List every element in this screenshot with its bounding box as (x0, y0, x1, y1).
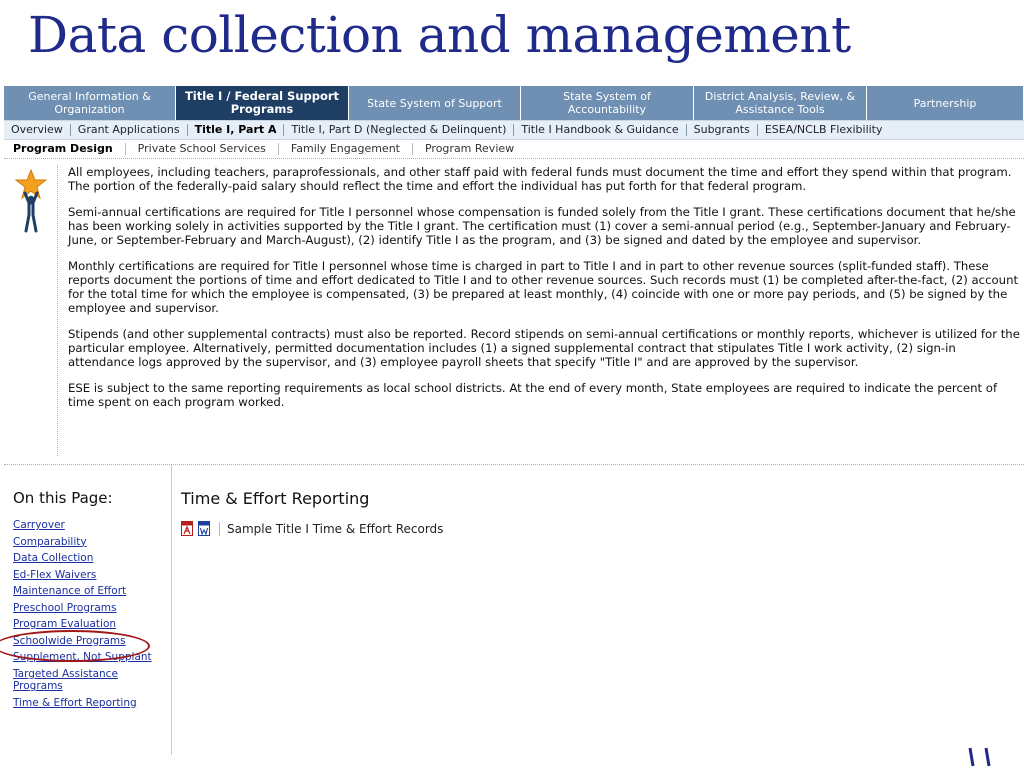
subnav-title-i-part-d[interactable]: Title I, Part D (Neglected & Delinquent) (284, 124, 514, 136)
website-screenshot (4, 86, 1024, 768)
paragraph: Semi-annual certifications are required for Title I personnel whose compensation is funded solely from the Title I grant. These certifications document that he/she has been working solely in activities supported by the Title I grant. The certification must (1) cover a semi-annual period (e.g., September-January and February-June, or September-February and March-August), (2) identify Title I as the program, and (3) be signed and dated by the employee and supervisor. (68, 205, 1016, 247)
link-preschool-programs[interactable]: Preschool Programs (13, 601, 117, 614)
nav-tab-general-info[interactable]: General Information & Organization (4, 86, 176, 120)
star-person-icon (14, 169, 48, 233)
content-divider (57, 165, 58, 456)
subnav-esea-flexibility[interactable]: ESEA/NCLB Flexibility (764, 123, 883, 136)
on-this-page-heading: On this Page: (13, 489, 113, 507)
link-ed-flex-waivers[interactable]: Ed-Flex Waivers (13, 568, 97, 581)
sub-navigation (4, 120, 1024, 140)
nav-tab-district-analysis[interactable]: District Analysis, Review, & Assistance Tools (694, 86, 867, 120)
top-navigation (4, 86, 1024, 120)
nav-tab-title-i-federal[interactable]: Title I / Federal Support Programs (176, 86, 349, 120)
link-time-effort-reporting[interactable]: Time & Effort Reporting (13, 696, 137, 709)
pdf-icon[interactable] (181, 521, 193, 536)
on-this-page-sidebar (4, 465, 172, 755)
link-program-evaluation[interactable]: Program Evaluation (13, 618, 117, 630)
third-navigation (4, 140, 1024, 159)
on-this-page-links (13, 519, 171, 709)
quote-mark-icon (966, 746, 996, 768)
section-title: Time & Effort Reporting (181, 489, 370, 508)
record-row (181, 521, 443, 536)
subnav-grant-applications[interactable]: Grant Applications (71, 124, 188, 136)
paragraph: ESE is subject to the same reporting requirements as local school districts. At the end of every month, State employees are required to indicate the percent of time spent on each program worked. (68, 381, 998, 409)
subnav-overview[interactable]: Overview (4, 124, 71, 136)
subnav-subgrants[interactable]: Subgrants (687, 124, 758, 136)
word-doc-icon[interactable] (198, 521, 210, 536)
paragraph: All employees, including teachers, paraprofessionals, and other staff paid with federal funds must document the time and effort they spend within that program. The portion of the federally-paid salary should reflect the time and effort the individual has put forth for that federal program. (68, 165, 1012, 193)
link-targeted-assistance[interactable]: Targeted Assistance Programs (13, 667, 118, 692)
highlight-ellipse (0, 630, 150, 662)
nav-tab-partnership[interactable]: Partnership (867, 86, 1024, 120)
thirdnav-program-review[interactable]: Program Review (424, 142, 515, 155)
subnav-handbook[interactable]: Title I Handbook & Guidance (514, 124, 686, 136)
intro-paragraphs (68, 165, 1024, 421)
lower-section (4, 465, 1024, 765)
thirdnav-program-design[interactable]: Program Design (4, 143, 126, 155)
separator (219, 522, 220, 536)
link-maintenance-of-effort[interactable]: Maintenance of Effort (13, 585, 127, 597)
subnav-title-i-part-a[interactable]: Title I, Part A (188, 124, 285, 136)
sample-records-link[interactable]: Sample Title I Time & Effort Records (227, 521, 444, 536)
slide-title: Data collection and management (28, 6, 851, 64)
link-data-collection[interactable]: Data Collection (13, 552, 94, 564)
thirdnav-family-engagement[interactable]: Family Engagement (279, 143, 413, 155)
link-comparability[interactable]: Comparability (13, 535, 87, 548)
link-carryover[interactable]: Carryover (13, 519, 65, 531)
nav-tab-state-support[interactable]: State System of Support (349, 86, 521, 120)
link-schoolwide-programs[interactable]: Schoolwide Programs (13, 634, 126, 647)
intro-content (4, 159, 1024, 465)
paragraph: Stipends (and other supplemental contracts) must also be reported. Record stipends on semi-annual certifications or monthly reports, whichever is utilized for the particular employee. Alternatively, permitted documentation includes (1) a signed supplemental contract that stipulates Title I work activity, (2) sign-in attendance logs approved by the supervisor, and (3) employee payroll sheets that specify "Title I" and are approved by the supervisor. (68, 327, 1020, 369)
thirdnav-private-school[interactable]: Private School Services (126, 143, 279, 155)
nav-tab-accountability[interactable]: State System of Accountability (521, 86, 694, 120)
paragraph: Monthly certifications are required for Title I personnel whose time is charged in part to Title I and in part to other revenue sources (split-funded staff). These reports document the portions of time and effort dedicated to Title I and to other revenue sources. Such records must (1) be completed after-the-fact, (2) account for the total time for which the employee is compensated, (3) be prepared at least monthly, (4) coincide with one or more pay periods, and (5) be signed by the employee and supervisor. (68, 259, 1019, 315)
link-supplement-not-supplant[interactable]: Supplement, Not Supplant (13, 651, 152, 663)
